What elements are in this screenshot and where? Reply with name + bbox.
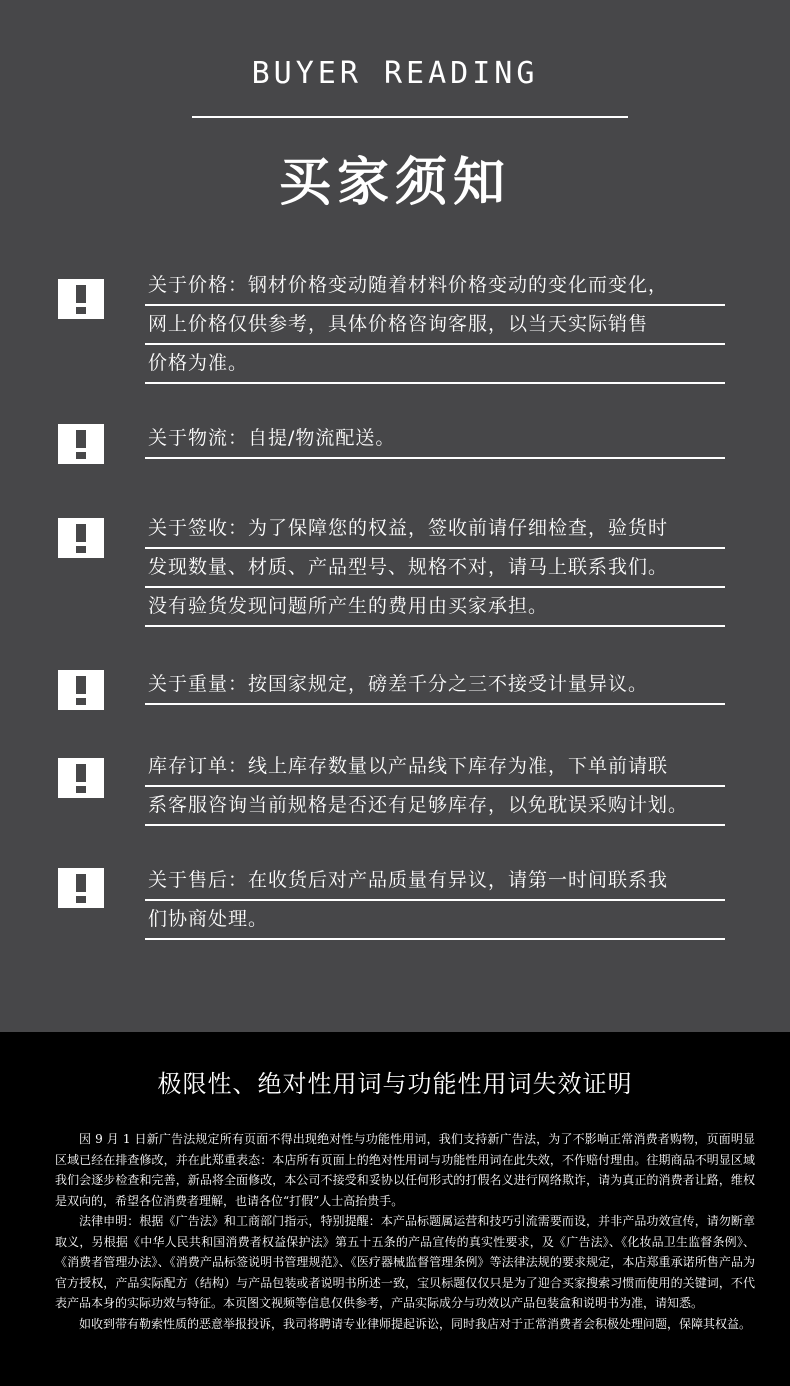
- title-divider: [192, 116, 628, 118]
- legal-paragraph: 因 9 月 1 日新广告法规定所有页面不得出现绝对性与功能性用词，我们支持新广告法，为了不影响正常消费者购物，页面明显区域已经在排查修改，并在此郑重表态：本店所有页面上的绝对性用词与功能性用词在此失效，不作赔付理由。往期商品不明显区域我们会逐步检查和完善，新品将全面修改，本公司不接受和妥协以任何形式的打假名义进行网络欺诈，请为真正的消费者让路，维权是双向的，希望各位消费者理解，也请各位“打假”人士高抬贵手。: [55, 1132, 755, 1208]
- notice-line: 们协商处理。: [145, 901, 725, 940]
- exclamation-icon: [58, 424, 104, 464]
- exclamation-icon: [58, 758, 104, 798]
- legal-paragraph: 法律申明：根据《广告法》和工商部门指示，特别提醒：本产品标题属运营和技巧引流需要而设，并非产品功效宣传，请勿断章取义，另根据《中华人民共和国消费者权益保护法》第五十五条的产品宣传的真实性要求，及《广告法》、《化妆品卫生监督条例》、《消费者管理办法》、《消费产品标签说明书管理规范》、《医疗器械监督管理条例》等法律法规的要求规定，本店郑重承诺所售产品为官方授权，产品实际配方（结构）与产品包装或者说明书所述一致，宝贝标题仅仅只是为了迎合买家搜索习惯而使用的关键词，不代表产品本身的实际功效与特征。本页图文视频等信息仅供参考，产品实际成分与功效以产品包装盒和说明书为准，请知悉。: [55, 1214, 755, 1310]
- legal-paragraph: 如收到带有勒索性质的恶意举报投诉，我司将聘请专业律师提起诉讼，同时我店对于正常消费者会积极处理问题，保障其权益。: [79, 1316, 752, 1331]
- exclamation-icon: [58, 518, 104, 558]
- notice-line: 关于售后：在收货后对产品质量有异议，请第一时间联系我: [145, 862, 725, 901]
- legal-statement: [55, 1129, 755, 1334]
- exclamation-icon: [58, 868, 104, 908]
- legal-title: 极限性、绝对性用词与功能性用词失效证明: [157, 1070, 633, 1098]
- notice-line: 价格为准。: [145, 345, 725, 384]
- notice-line: 没有验货发现问题所产生的费用由买家承担。: [145, 588, 725, 627]
- notice-line: 网上价格仅供参考，具体价格咨询客服，以当天实际销售: [145, 306, 725, 345]
- notice-line: 关于重量：按国家规定，磅差千分之三不接受计量异议。: [145, 666, 725, 705]
- notice-line: 系客服咨询当前规格是否还有足够库存，以免耽误采购计划。: [145, 787, 725, 826]
- notice-line: 发现数量、材质、产品型号、规格不对，请马上联系我们。: [145, 549, 725, 588]
- exclamation-icon: [58, 279, 104, 319]
- notice-line: 库存订单：线上库存数量以产品线下库存为准，下单前请联: [145, 748, 725, 787]
- notice-line: 关于签收：为了保障您的权益，签收前请仔细检查，验货时: [145, 510, 725, 549]
- exclamation-icon: [58, 670, 104, 710]
- page-title: 买家须知: [278, 153, 511, 213]
- notice-line: 关于物流：自提/物流配送。: [145, 420, 725, 459]
- notice-line: 关于价格：钢材价格变动随着材料价格变动的变化而变化，: [145, 267, 725, 306]
- english-title: BUYER READING: [251, 56, 539, 91]
